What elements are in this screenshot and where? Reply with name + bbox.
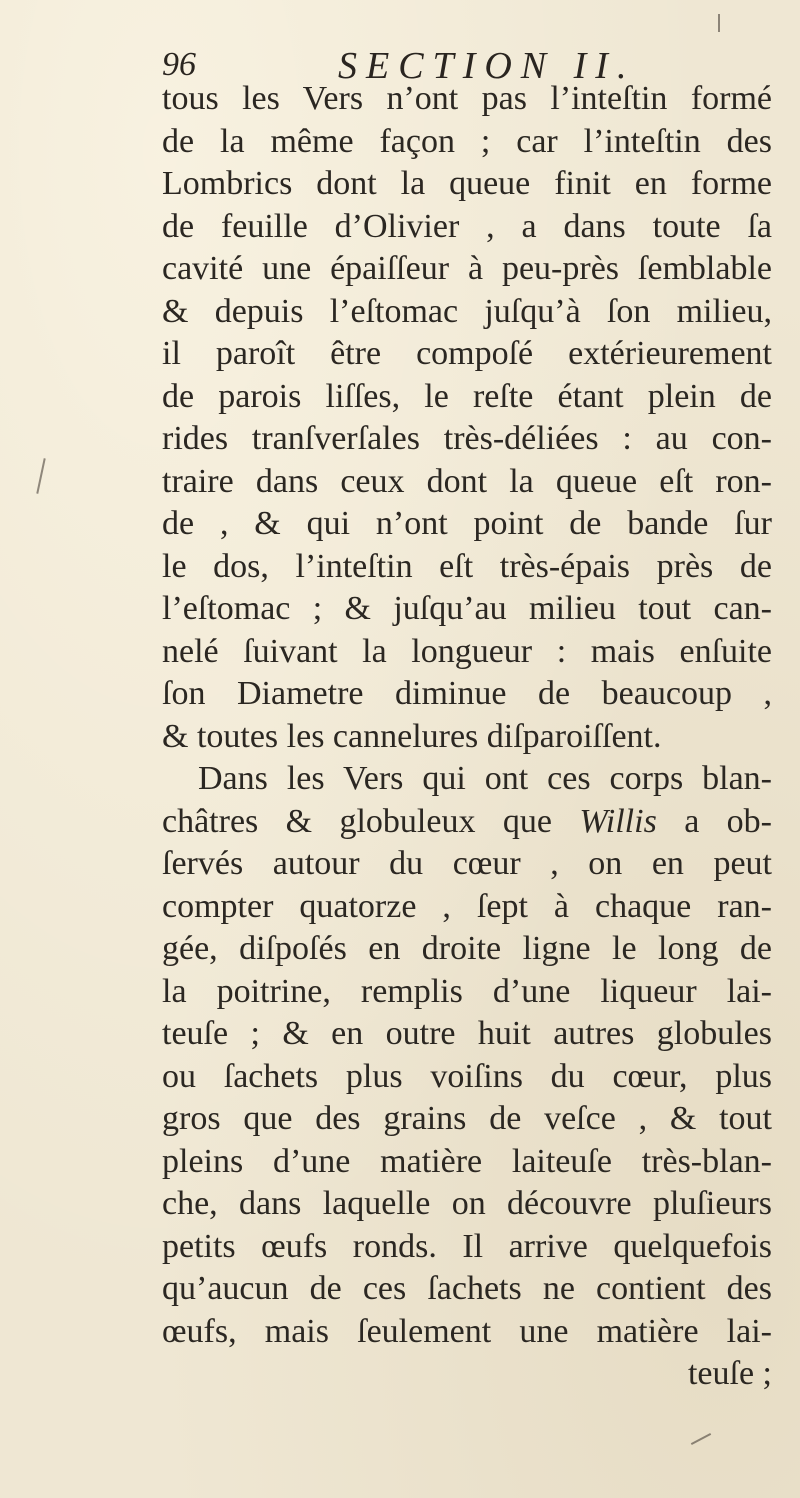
- text-line: rides tranſverſales très-déliées : au con-: [162, 420, 772, 457]
- text-line: châtres & globuleux que Willis a ob-: [162, 802, 772, 840]
- italic-name: Willis: [579, 802, 657, 840]
- text-line: ſon Diametre diminue de beaucoup ,: [162, 675, 772, 712]
- text-line: & toutes les cannelures diſparoiſſent.: [162, 717, 662, 755]
- text-line: cavité une épaiſſeur à peu-près ſemblable: [162, 250, 772, 287]
- text-line: ſervés autour du cœur , on en peut: [162, 845, 772, 882]
- text-line: petits œufs ronds. Il arrive quelquefois: [162, 1227, 772, 1265]
- text-line: nelé ſuivant la longueur : mais enſuite: [162, 632, 772, 670]
- text-line: de parois liſſes, le reſte étant plein de: [162, 377, 772, 415]
- margin-ink-mark: [691, 1433, 711, 1445]
- text-line: gros que des grains de veſce , & tout: [162, 1100, 772, 1137]
- text-line: de feuille d’Olivier , a dans toute ſa: [162, 207, 772, 245]
- text-line: tous les Vers n’ont pas l’inteſtin formé: [162, 80, 772, 117]
- text-line: pleins d’une matière laiteuſe très-blan-: [162, 1142, 772, 1180]
- text-line: ou ſachets plus voiſins du cœur, plus: [162, 1057, 772, 1095]
- text-line: gée, diſpoſés en droite ligne le long de: [162, 930, 772, 967]
- text-line: il paroît être compoſé extérieurement: [162, 335, 772, 372]
- text-line: Dans les Vers qui ont ces corps blan-: [198, 760, 772, 797]
- catchword: teuſe ;: [687, 1355, 772, 1392]
- text-line: l’eſtomac ; & juſqu’au milieu tout can-: [162, 590, 772, 627]
- text-line: la poitrine, remplis d’une liqueur lai-: [162, 972, 772, 1010]
- text-line: che, dans laquelle on découvre pluſieurs: [162, 1185, 772, 1222]
- text-line: Lombrics dont la queue finit en forme: [162, 165, 772, 202]
- text-line: de , & qui n’ont point de bande ſur: [162, 505, 772, 542]
- text-line: compter quatorze , ſept à chaque ran-: [162, 887, 772, 925]
- margin-ink-mark: [718, 14, 720, 32]
- text-line: traire dans ceux dont la queue eſt ron-: [162, 462, 772, 500]
- text-line: & depuis l’eſtomac juſqu’à ſon milieu,: [162, 292, 772, 330]
- text-line: œufs, mais ſeulement une matière lai-: [162, 1312, 772, 1350]
- margin-ink-mark: [36, 458, 45, 494]
- page-number: 96: [162, 46, 196, 83]
- text-line: qu’aucun de ces ſachets ne contient des: [162, 1270, 772, 1307]
- text-line: teuſe ; & en outre huit autres globules: [162, 1015, 772, 1052]
- running-head: SECTION II.: [338, 45, 636, 87]
- text-line: de la même façon ; car l’inteſtin des: [162, 122, 772, 160]
- body-text: [162, 78, 772, 1396]
- text-line: le dos, l’inteſtin eſt très-épais près de: [162, 547, 772, 585]
